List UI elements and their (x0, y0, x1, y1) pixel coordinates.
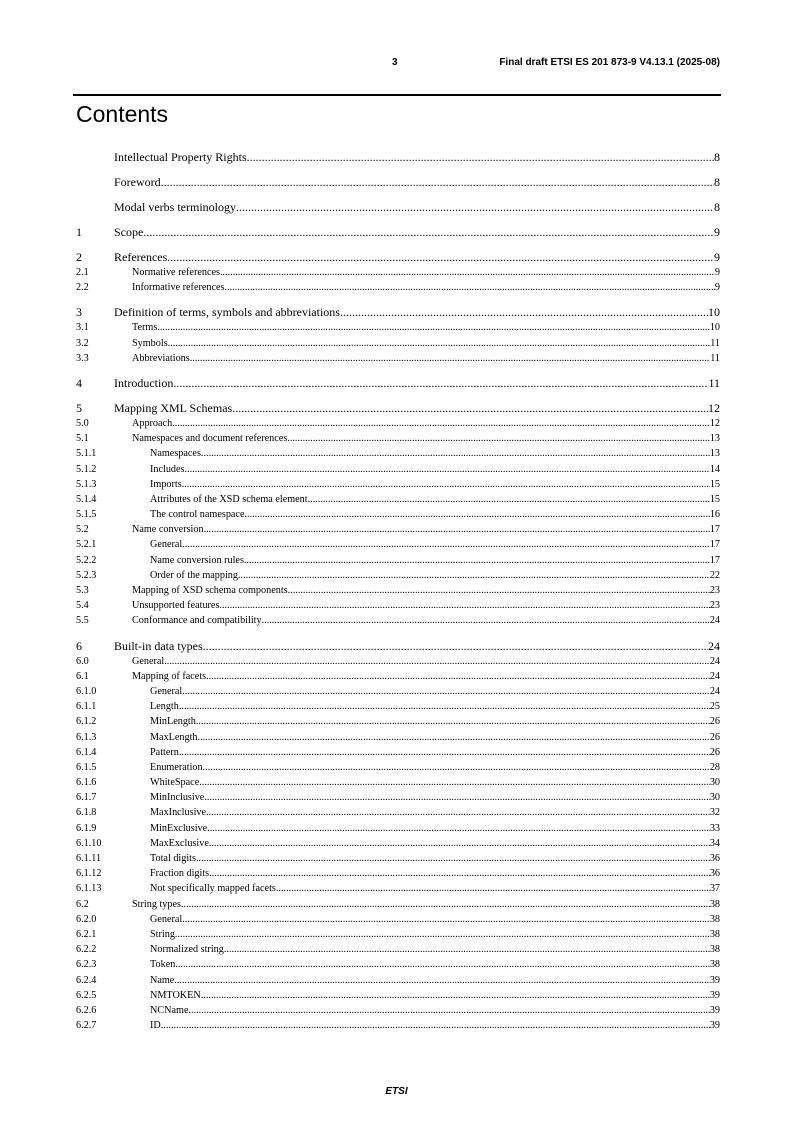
toc-dot-leader (262, 613, 710, 628)
toc-entry[interactable] (76, 553, 720, 568)
toc-entry-number: 5.1 (76, 433, 89, 445)
table-of-contents (76, 150, 720, 1033)
toc-dot-leader (143, 225, 714, 240)
toc-entry-number: 5.1.2 (76, 463, 97, 475)
toc-entry[interactable] (76, 973, 720, 988)
toc-entry[interactable] (76, 336, 720, 351)
toc-entry-title: Mapping of facets (132, 670, 207, 682)
toc-entry-number: 6.2.1 (76, 928, 97, 940)
toc-entry-page: 25 (709, 701, 720, 713)
toc-entry-number: 5.0 (76, 417, 89, 429)
toc-entry-number: 5.1.4 (76, 493, 97, 505)
toc-entry[interactable] (76, 821, 720, 836)
toc-entry-page: 17 (709, 524, 720, 536)
toc-entry-title: Foreword (114, 175, 161, 189)
toc-dot-leader (203, 639, 708, 654)
toc-entry-page: 38 (709, 959, 720, 971)
toc-dot-leader (276, 881, 710, 896)
toc-entry-page: 30 (709, 792, 720, 804)
toc-entry-page: 24 (709, 655, 720, 667)
toc-entry-page: 34 (709, 837, 720, 849)
toc-entry[interactable] (76, 320, 720, 335)
toc-entry-page: 37 (709, 883, 720, 895)
toc-entry-title: Abbreviations (132, 352, 190, 364)
toc-entry-title: Conformance and compatibility (132, 615, 262, 627)
toc-entry[interactable] (76, 836, 720, 851)
toc-entry-title: Normalized string (150, 944, 224, 956)
toc-dot-leader (238, 568, 710, 583)
toc-entry-page: 39 (709, 1020, 720, 1032)
toc-dot-leader (220, 265, 715, 280)
toc-dot-leader (175, 927, 710, 942)
toc-dot-leader (204, 790, 709, 805)
toc-entry-page: 30 (709, 777, 720, 789)
toc-entry-number: 6.2.4 (76, 974, 97, 986)
toc-entry-number: 6.1.5 (76, 761, 97, 773)
toc-entry-page: 10 (708, 305, 720, 320)
toc-entry-title: MinExclusive (150, 822, 208, 834)
toc-entry-title: Unsupported features (132, 600, 220, 612)
toc-entry-page: 36 (709, 853, 720, 864)
toc-entry-title: Order of the mapping (150, 569, 238, 581)
toc-entry-title: ID (150, 1020, 161, 1032)
toc-dot-leader (247, 150, 714, 165)
toc-dot-leader (340, 305, 708, 320)
toc-entry-page: 17 (709, 539, 720, 551)
toc-entry-title: General (150, 685, 183, 697)
toc-entry-page: 24 (709, 615, 720, 627)
toc-dot-leader (182, 477, 710, 492)
toc-entry-page: 13 (709, 448, 720, 460)
toc-dot-leader (199, 775, 710, 790)
toc-entry[interactable] (76, 280, 720, 295)
toc-entry-page: 8 (714, 150, 720, 164)
toc-entry[interactable] (76, 265, 720, 280)
toc-dot-leader (179, 745, 710, 760)
toc-entry[interactable] (76, 175, 720, 190)
toc-entry-page: 9 (714, 250, 720, 264)
toc-entry-title: Mapping XML Schemas (114, 400, 233, 415)
toc-dot-leader (182, 912, 710, 927)
toc-dot-leader (181, 897, 710, 912)
toc-dot-leader (196, 851, 710, 866)
toc-entry-title: Name conversion (132, 524, 204, 536)
toc-entry-title: NCName (150, 1004, 189, 1016)
document-id: Final draft ETSI ES 201 873-9 V4.13.1 (2025-08) (499, 57, 720, 68)
toc-entry-number: 3 (76, 305, 82, 320)
toc-entry-page: 9 (714, 225, 720, 239)
toc-entry[interactable] (76, 477, 720, 492)
toc-entry[interactable] (76, 866, 720, 881)
toc-entry-page: 38 (709, 928, 720, 940)
toc-entry[interactable] (76, 522, 720, 537)
toc-entry-page: 17 (709, 554, 720, 566)
toc-entry-title: Length (150, 701, 179, 713)
page-title: Contents (76, 101, 169, 127)
toc-entry[interactable] (76, 416, 720, 431)
toc-entry-title: Includes (150, 463, 185, 475)
toc-entry-page: 24 (708, 638, 720, 653)
toc-dot-leader (161, 175, 714, 190)
toc-entry-title: Symbols (132, 337, 168, 349)
toc-entry-page: 15 (709, 478, 720, 490)
toc-entry-number: 5.1.5 (76, 509, 97, 521)
toc-entry-title: String types (132, 898, 181, 910)
toc-entry-title: Imports (150, 478, 182, 490)
toc-entry-number: 5.2 (76, 524, 89, 536)
toc-entry-title: Name (150, 974, 175, 986)
toc-entry-number: 2.2 (76, 282, 89, 294)
toc-dot-leader (164, 654, 710, 669)
toc-entry[interactable] (76, 897, 720, 912)
toc-dot-leader (179, 699, 710, 714)
toc-dot-leader (206, 669, 710, 684)
toc-entry-title: MinInclusive (150, 792, 205, 804)
toc-entry-page: 26 (709, 716, 720, 728)
toc-entry-page: 8 (714, 175, 720, 189)
toc-entry[interactable] (76, 942, 720, 957)
toc-entry-title: The control namespace (150, 509, 245, 521)
toc-entry-page: 14 (709, 463, 720, 475)
toc-dot-leader (244, 507, 709, 522)
toc-dot-leader (172, 416, 710, 431)
toc-entry-number: 6.1.2 (76, 716, 97, 728)
toc-entry-number: 6.0 (76, 655, 89, 667)
toc-entry-number: 6.2.6 (76, 1004, 97, 1016)
toc-entry[interactable] (76, 583, 720, 598)
toc-entry-title: Modal verbs terminology (114, 200, 236, 214)
toc-entry-title: MaxInclusive (150, 807, 207, 819)
toc-dot-leader (287, 431, 710, 446)
toc-entry-page: 11 (710, 352, 720, 364)
toc-entry[interactable] (76, 507, 720, 522)
toc-entry-title: Attributes of the XSD schema element (150, 493, 308, 505)
toc-entry-title: MaxExclusive (150, 837, 209, 849)
toc-entry-number: 3.1 (76, 322, 89, 334)
toc-dot-leader (167, 250, 714, 265)
toc-entry-title: Namespaces and document references (132, 433, 288, 445)
toc-entry[interactable] (76, 1003, 720, 1018)
toc-entry-page: 9 (714, 282, 720, 294)
toc-entry-title: Introduction (114, 375, 174, 390)
toc-entry-page: 38 (709, 944, 720, 956)
toc-dot-leader (209, 866, 710, 881)
toc-entry-page: 12 (709, 417, 720, 429)
toc-dot-leader (244, 553, 710, 568)
toc-entry-page: 32 (709, 807, 720, 819)
toc-entry[interactable] (76, 669, 720, 684)
toc-entry-number: 6.1.7 (76, 792, 97, 804)
toc-dot-leader (157, 320, 709, 335)
toc-dot-leader (168, 336, 711, 351)
toc-dot-leader (203, 760, 710, 775)
toc-entry-title: Total digits (150, 853, 196, 864)
toc-entry-number: 5.1.1 (76, 448, 97, 460)
toc-entry[interactable] (76, 745, 720, 760)
toc-entry-number: 1 (76, 225, 82, 239)
toc-entry-page: 11 (710, 337, 720, 349)
toc-entry-number: 6.1.9 (76, 822, 97, 834)
toc-entry-title: Informative references (132, 282, 225, 294)
toc-dot-leader (196, 714, 710, 729)
toc-entry-page: 23 (709, 585, 720, 596)
toc-entry-page: 28 (709, 761, 720, 773)
toc-entry-title: Built-in data types (114, 638, 203, 653)
footer-label: ETSI (385, 1086, 408, 1097)
toc-entry-number: 5.1.3 (76, 478, 97, 490)
toc-entry-page: 24 (709, 685, 720, 697)
toc-dot-leader (175, 957, 709, 972)
toc-entry[interactable] (76, 988, 720, 1003)
toc-entry-number: 5.4 (76, 600, 89, 612)
toc-entry[interactable] (76, 613, 720, 628)
toc-entry[interactable] (76, 760, 720, 775)
toc-entry[interactable] (76, 351, 720, 366)
toc-dot-leader (182, 684, 710, 699)
toc-entry-number: 6.1.12 (76, 868, 102, 880)
toc-entry-page: 15 (709, 493, 720, 505)
toc-entry[interactable] (76, 431, 720, 446)
toc-dot-leader (232, 401, 708, 416)
toc-entry-title: MaxLength (150, 731, 198, 743)
toc-dot-leader (219, 598, 709, 613)
toc-entry[interactable] (76, 684, 720, 699)
toc-entry-number: 2.1 (76, 267, 89, 278)
toc-entry-title: References (114, 250, 168, 264)
toc-entry[interactable] (76, 1018, 720, 1033)
toc-entry-title: Definition of terms, symbols and abbreviations (114, 305, 340, 320)
toc-entry-page: 22 (709, 569, 720, 581)
toc-entry[interactable] (76, 537, 720, 552)
toc-entry-page: 36 (709, 868, 720, 880)
toc-entry-title: Pattern (150, 746, 179, 758)
toc-entry[interactable] (76, 568, 720, 583)
toc-entry[interactable] (76, 492, 720, 507)
toc-entry[interactable] (76, 401, 720, 416)
toc-entry[interactable] (76, 639, 720, 654)
toc-entry-page: 39 (709, 1004, 720, 1016)
toc-entry[interactable] (76, 790, 720, 805)
toc-entry-number: 6.1.11 (76, 853, 102, 864)
toc-entry-title: General (150, 913, 183, 925)
toc-entry-title: Approach (132, 417, 173, 429)
toc-dot-leader (173, 376, 708, 391)
toc-entry[interactable] (76, 598, 720, 613)
toc-entry[interactable] (76, 775, 720, 790)
toc-dot-leader (161, 1018, 710, 1033)
toc-entry-number: 4 (76, 375, 82, 390)
toc-dot-leader (182, 537, 710, 552)
toc-entry-number: 5.2.3 (76, 569, 97, 581)
toc-entry-number: 6.1.6 (76, 777, 97, 789)
toc-entry-title: NMTOKEN (150, 989, 201, 1001)
toc-entry-number: 6.2.0 (76, 913, 97, 925)
toc-entry[interactable] (76, 730, 720, 745)
toc-entry-page: 12 (708, 400, 720, 415)
toc-entry-number: 2 (76, 250, 82, 264)
toc-entry-title: Mapping of XSD schema components (132, 585, 288, 596)
toc-entry-page: 38 (709, 913, 720, 925)
toc-entry-page: 11 (708, 375, 720, 390)
toc-dot-leader (206, 805, 710, 820)
toc-entry[interactable] (76, 851, 720, 866)
toc-entry-number: 5.2.1 (76, 539, 97, 551)
toc-entry[interactable] (76, 654, 720, 669)
toc-entry[interactable] (76, 912, 720, 927)
toc-dot-leader (174, 973, 709, 988)
toc-entry-number: 6.1 (76, 670, 89, 682)
toc-entry-page: 10 (709, 322, 720, 334)
toc-entry-page: 39 (709, 974, 720, 986)
toc-entry-number: 6.2 (76, 898, 89, 910)
toc-dot-leader (207, 821, 710, 836)
toc-entry-title: String (150, 928, 175, 940)
toc-dot-leader (209, 836, 710, 851)
toc-entry-page: 16 (709, 509, 720, 521)
toc-dot-leader (288, 583, 710, 598)
header-rule (73, 94, 721, 96)
toc-entry-page: 39 (709, 989, 720, 1001)
toc-entry-title: Enumeration (150, 761, 203, 773)
page-header (75, 57, 720, 71)
toc-dot-leader (198, 730, 710, 745)
toc-entry-title: WhiteSpace (150, 777, 200, 789)
toc-entry[interactable] (76, 462, 720, 477)
toc-entry-page: 9 (714, 267, 720, 278)
toc-entry-page: 33 (709, 822, 720, 834)
toc-dot-leader (308, 492, 710, 507)
toc-entry-number: 6.1.0 (76, 685, 97, 697)
toc-entry-number: 6.2.7 (76, 1020, 97, 1032)
toc-entry-title: Terms (132, 322, 158, 334)
toc-entry[interactable] (76, 699, 720, 714)
toc-entry-number: 6.2.3 (76, 959, 97, 971)
toc-entry-title: MinLength (150, 716, 196, 728)
toc-dot-leader (236, 200, 714, 215)
toc-entry[interactable] (76, 200, 720, 215)
toc-entry-page: 23 (709, 600, 720, 612)
toc-dot-leader (204, 522, 710, 537)
toc-entry-title: Fraction digits (150, 868, 210, 880)
toc-entry-number: 6.1.4 (76, 746, 97, 758)
toc-entry[interactable] (76, 150, 720, 165)
toc-dot-leader (224, 280, 714, 295)
toc-entry-page: 26 (709, 746, 720, 758)
toc-entry-title: Normative references (132, 267, 220, 278)
toc-dot-leader (190, 351, 710, 366)
toc-entry-number: 6.1.1 (76, 701, 97, 713)
toc-entry[interactable] (76, 305, 720, 320)
toc-entry-title: Namespaces (150, 448, 201, 460)
toc-entry-number: 6.1.3 (76, 731, 97, 743)
toc-entry-page: 38 (709, 898, 720, 910)
toc-entry-page: 26 (709, 731, 720, 743)
toc-entry-page: 13 (709, 433, 720, 445)
toc-entry-title: Scope (114, 225, 144, 239)
toc-entry-number: 6 (76, 638, 82, 653)
toc-entry-number: 6.1.8 (76, 807, 97, 819)
toc-entry-number: 3.2 (76, 337, 89, 349)
toc-entry-title: Token (150, 959, 176, 971)
toc-dot-leader (188, 1003, 709, 1018)
toc-entry-number: 5.5 (76, 615, 89, 627)
toc-entry[interactable] (76, 446, 720, 461)
toc-entry[interactable] (76, 805, 720, 820)
toc-entry-title: General (132, 655, 165, 667)
toc-dot-leader (201, 446, 710, 461)
toc-entry-number: 5 (76, 400, 82, 415)
toc-entry[interactable] (76, 881, 720, 896)
toc-dot-leader (185, 462, 710, 477)
toc-entry-page: 8 (714, 200, 720, 214)
toc-entry[interactable] (76, 225, 720, 240)
toc-entry[interactable] (76, 957, 720, 972)
toc-entry[interactable] (76, 714, 720, 729)
toc-entry-page: 24 (709, 670, 720, 682)
toc-entry-number: 6.1.13 (76, 883, 102, 895)
toc-entry[interactable] (76, 927, 720, 942)
toc-entry[interactable] (76, 250, 720, 265)
toc-entry-number: 6.2.5 (76, 989, 97, 1001)
toc-dot-leader (201, 988, 710, 1003)
page-number: 3 (392, 57, 398, 68)
toc-entry-title: Name conversion rules (150, 554, 244, 566)
toc-entry-number: 3.3 (76, 352, 89, 364)
toc-entry-title: Intellectual Property Rights (114, 150, 247, 164)
toc-entry-number: 5.2.2 (76, 554, 97, 566)
toc-entry-title: Not specifically mapped facets (150, 883, 276, 895)
toc-entry-number: 6.2.2 (76, 944, 97, 956)
toc-dot-leader (224, 942, 710, 957)
toc-entry-number: 5.3 (76, 585, 89, 596)
toc-entry[interactable] (76, 376, 720, 391)
toc-entry-number: 6.1.10 (76, 837, 102, 849)
toc-entry-title: General (150, 539, 183, 551)
